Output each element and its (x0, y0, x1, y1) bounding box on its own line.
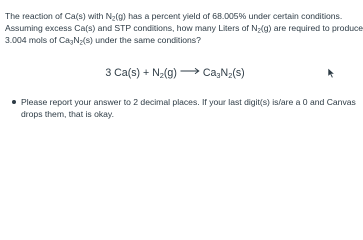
problem-line-3 (5, 34, 347, 46)
equation-text: 3 Ca(s) + N (105, 67, 160, 79)
equation-text: (s) (232, 67, 245, 79)
list-item (21, 96, 356, 120)
equation-text: N (220, 67, 229, 79)
problem-text: Assuming excess Ca(s) and STP conditions, how many Liters of N (5, 23, 258, 33)
subscript: 2 (79, 40, 83, 47)
problem-statement (5, 10, 363, 47)
problem-text: (g) has a percent yield of 68.005% under certain conditions. (115, 11, 343, 21)
instruction-text: drops them, that is okay. (21, 109, 114, 119)
equation-reactants (105, 67, 177, 79)
mouse-pointer-icon (327, 67, 336, 79)
subscript: 2 (111, 16, 116, 23)
equation-text: (g) (163, 67, 177, 79)
chemical-equation (0, 67, 350, 80)
subscript: 2 (159, 71, 164, 80)
problem-text: (g) are required to produce (260, 23, 363, 33)
instruction-text: Please report your answer to 2 decimal places. If your last digit(s) is/are a 0 and Canvas (21, 97, 356, 107)
problem-line-1 (5, 10, 347, 22)
bullet-icon (12, 100, 16, 104)
problem-line-2 (5, 22, 363, 35)
problem-text: The reaction of Ca(s) with N (5, 11, 112, 21)
subscript: 2 (257, 28, 261, 35)
equation-product (203, 67, 245, 79)
subscript: 3 (69, 40, 74, 47)
subscript: 3 (216, 71, 221, 80)
equation-text: Ca (202, 67, 217, 79)
problem-text: N (73, 35, 80, 45)
problem-text: (s) under the same conditions? (82, 35, 201, 45)
problem-text: 3.004 mols of Ca (5, 35, 70, 45)
long-right-arrow-icon (180, 67, 200, 75)
subscript: 2 (228, 71, 233, 80)
